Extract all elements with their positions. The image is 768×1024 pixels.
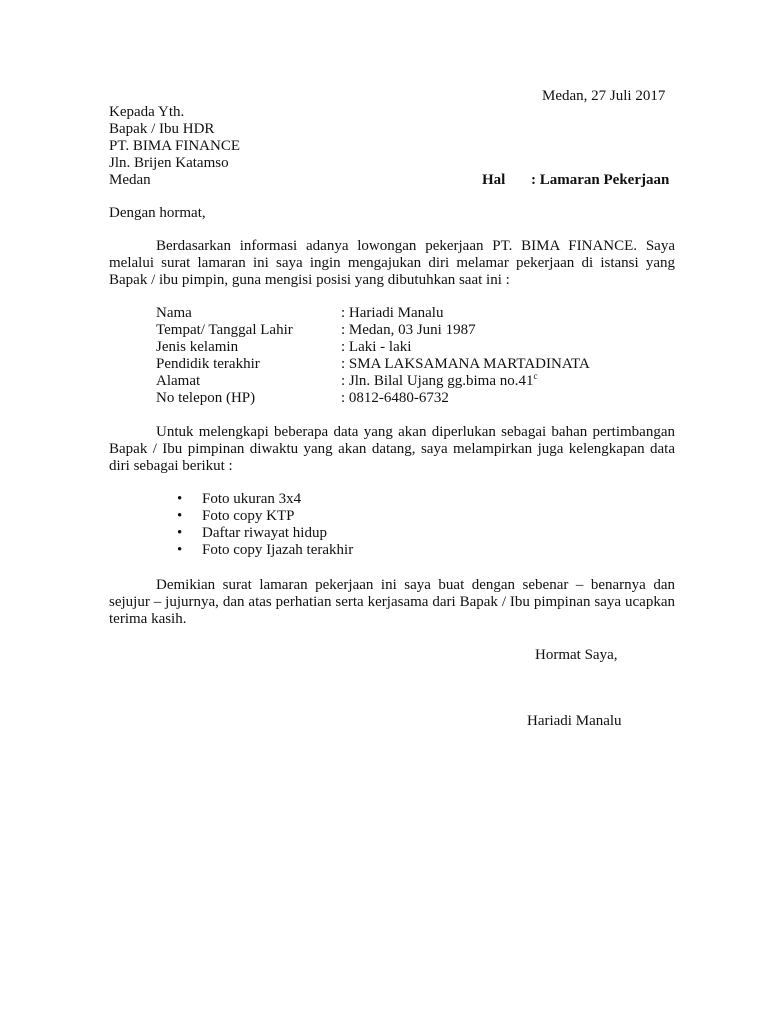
recipient-line-4: Jln. Brijen Katamso [109, 155, 229, 171]
detail-value: : SMA LAKSAMANA MARTADINATA [341, 356, 590, 372]
bullet-icon: • [177, 491, 183, 507]
recipient-line-5: Medan [109, 172, 151, 188]
detail-label: Pendidik terakhir [156, 356, 260, 372]
bullet-icon: • [177, 525, 183, 541]
detail-value: : Laki - laki [341, 339, 412, 355]
list-item: Foto copy KTP [202, 508, 295, 524]
recipient-line-2: Bapak / Ibu HDR [109, 121, 215, 137]
signature-name: Hariadi Manalu [527, 713, 622, 729]
recipient-line-3: PT. BIMA FINANCE [109, 138, 240, 154]
subject-value: : Lamaran Pekerjaan [531, 172, 670, 188]
detail-label: Jenis kelamin [156, 339, 239, 355]
recipient-line-1: Kepada Yth. [109, 104, 185, 120]
bullet-icon: • [177, 508, 183, 524]
detail-label: No telepon (HP) [156, 390, 256, 406]
list-item: Foto copy Ijazah terakhir [202, 542, 354, 558]
detail-value: : Medan, 03 Juni 1987 [341, 322, 476, 338]
address-text: : Jln. Bilal Ujang gg.bima no.41 [341, 373, 534, 389]
paragraph-closing: Demikian surat lamaran pekerjaan ini saya buat dengan sebenar – benarnya dan sejujur – jujurnya, dan atas perhatian serta kerjasama dari Bapak / Ibu pimpinan saya ucapkan terima kasih. [109, 577, 675, 627]
subject-label: Hal [482, 172, 506, 188]
detail-value: : 0812-6480-6732 [341, 390, 449, 406]
paragraph-attachments-intro: Untuk melengkapi beberapa data yang akan diperlukan sebagai bahan pertimbangan Bapak / Ibu pimpinan diwaktu yang akan datang, saya melampirkan juga kelengkapan data diri sebagai berikut : [109, 424, 675, 474]
list-item: Foto ukuran 3x4 [202, 491, 302, 507]
address-superscript: c [533, 371, 538, 381]
greeting: Dengan hormat, [109, 205, 206, 221]
list-item: Daftar riwayat hidup [202, 525, 327, 541]
paragraph-intro: Berdasarkan informasi adanya lowongan pekerjaan PT. BIMA FINANCE. Saya melalui surat lamaran ini saya ingin mengajukan diri melamar pekerjaan di istansi yang Bapak / ibu pimpin, guna mengisi posisi yang dibutuhkan saat ini : [109, 238, 675, 288]
bullet-icon: • [177, 542, 183, 558]
closing-salutation: Hormat Saya, [535, 647, 618, 663]
detail-label: Nama [156, 305, 192, 321]
place-date: Medan, 27 Juli 2017 [542, 88, 666, 104]
detail-label: Tempat/ Tanggal Lahir [156, 322, 293, 338]
detail-value-address [341, 373, 538, 390]
detail-value: : Hariadi Manalu [341, 305, 444, 321]
detail-label: Alamat [156, 373, 201, 389]
